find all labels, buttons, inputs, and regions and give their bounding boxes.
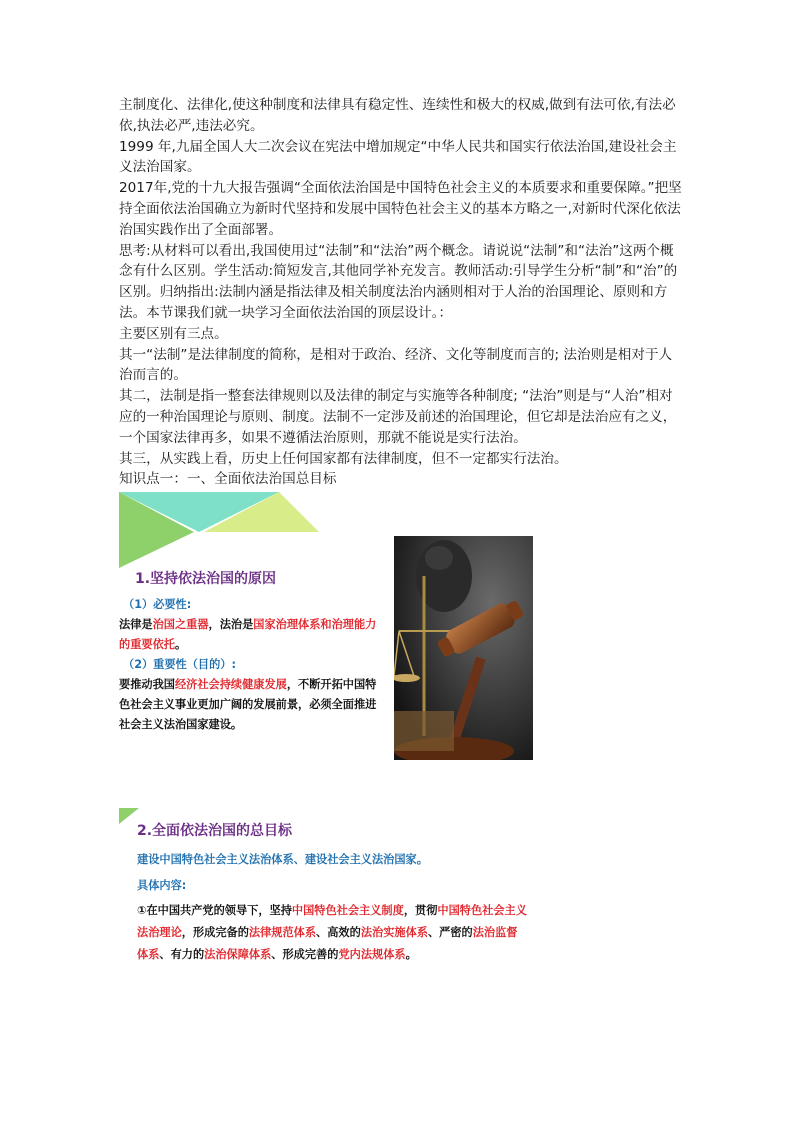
paragraph: 思考:从材料可以看出,我国使用过“法制”和“法治”两个概念。请说说“法制”和“法治”这两个概念有什么区别。学生活动:简短发言,其他同学补充发言。教师活动:引导学生分析“制”和“治”的区别。归纳指出:法制内涵是指法律及相关制度法治内涵则相对于人治的治国理论、原则和方法。本节课我们就一块学习全面依法治国的顶层设计。： xyxy=(119,242,678,321)
slide-reasons xyxy=(119,492,534,760)
content-segment: 、形成完善的 xyxy=(271,948,339,961)
content-segment: ①在中国共产党的领导下，坚持 xyxy=(137,904,292,917)
slide-title: 2.全面依法治国的总目标 xyxy=(137,823,293,839)
content-segment: 法律规范体系 xyxy=(248,926,317,939)
paragraph: 其三，从实践上看，历史上任何国家都有法律制度，但不一定都实行法治。 xyxy=(119,450,568,467)
importance-text: 要推动我国经济社会持续健康发展，不断开拓中国特色社会主义事业更加广阔的发展前景，必须全面推进社会主义法治国家建设。 xyxy=(119,678,377,731)
content-segment: 党内法规体系 xyxy=(338,948,406,961)
content-segment: 、有力的 xyxy=(159,948,205,961)
gavel-scales-photo xyxy=(394,536,533,760)
paragraph: 其二，法制是指一整套法律规则以及法律的制定与实施等各种制度; “法治”则是与“人治”相对应的一种治国理论与原则、制度。法制不一定涉及前述的治国理论，但它却是法治应有之义，一个国家法律再多，如果不遵循法治原则，那就不能说是实行法治。 xyxy=(119,388,677,446)
paragraph: 其一“法制”是法律制度的简称，是相对于政治、经济、文化等制度而言的; 法治则是相对于人治而言的。 xyxy=(119,346,673,384)
content-segment: 。 xyxy=(405,948,417,961)
necessity-heading: （1）必要性: xyxy=(123,598,192,611)
decorative-triangles xyxy=(119,492,319,572)
content-segment: 、高效的 xyxy=(316,926,361,939)
content-segment: 中国特色社会主义制度 xyxy=(291,904,404,917)
body-text xyxy=(119,95,684,490)
paragraph: 主制度化、法律化,使这种制度和法律具有稳定性、连续性和极大的权威,做到有法可依,有法必依,执法必严,违法必究。 xyxy=(119,97,676,134)
content-segment: 法治保障体系 xyxy=(204,948,272,961)
paragraph: 2017年,党的十九大报告强调“全面依法治国是中国特色社会主义的本质要求和重要保障。”把坚持全面依法治国确立为新时代坚持和发展中国特色社会主义的基本方略之一,对新时代深化依法治国实践作出了全面部署。 xyxy=(119,180,682,238)
content-segment: 、严密的 xyxy=(427,926,473,939)
content-segment: 法治监督体系 xyxy=(137,926,518,961)
content-segment: 中国特色社会主义法治理论 xyxy=(137,904,527,939)
green-corner-triangle xyxy=(119,808,139,824)
content-label: 具体内容: xyxy=(137,879,187,892)
importance-heading: （2）重要性（目的）: xyxy=(123,658,236,671)
slide-body xyxy=(119,595,384,735)
content-segment: ，贯彻 xyxy=(403,904,438,917)
slide-goal xyxy=(119,808,539,988)
content-segment: ，形成完备的 xyxy=(181,926,249,939)
paragraph: 主要区别有三点。 xyxy=(119,325,228,342)
slide-title: 1.坚持依法治国的原因 xyxy=(135,571,277,587)
content-text xyxy=(137,900,527,966)
necessity-text: 法律是治国之重器，法治是国家治理体系和治理能力的重要依托。 xyxy=(119,618,377,651)
paragraph: 1999 年,九届全国人大二次会议在宪法中增加规定“中华人民共和国实行依法治国,建设社会主义法治国家。 xyxy=(119,138,677,176)
goal-text: 建设中国特色社会主义法治体系、建设社会主义法治国家。 xyxy=(137,853,428,866)
paragraph: 知识点一：一、全面依法治国总目标 xyxy=(119,471,337,488)
content-segment: 法治实施体系 xyxy=(360,926,428,939)
